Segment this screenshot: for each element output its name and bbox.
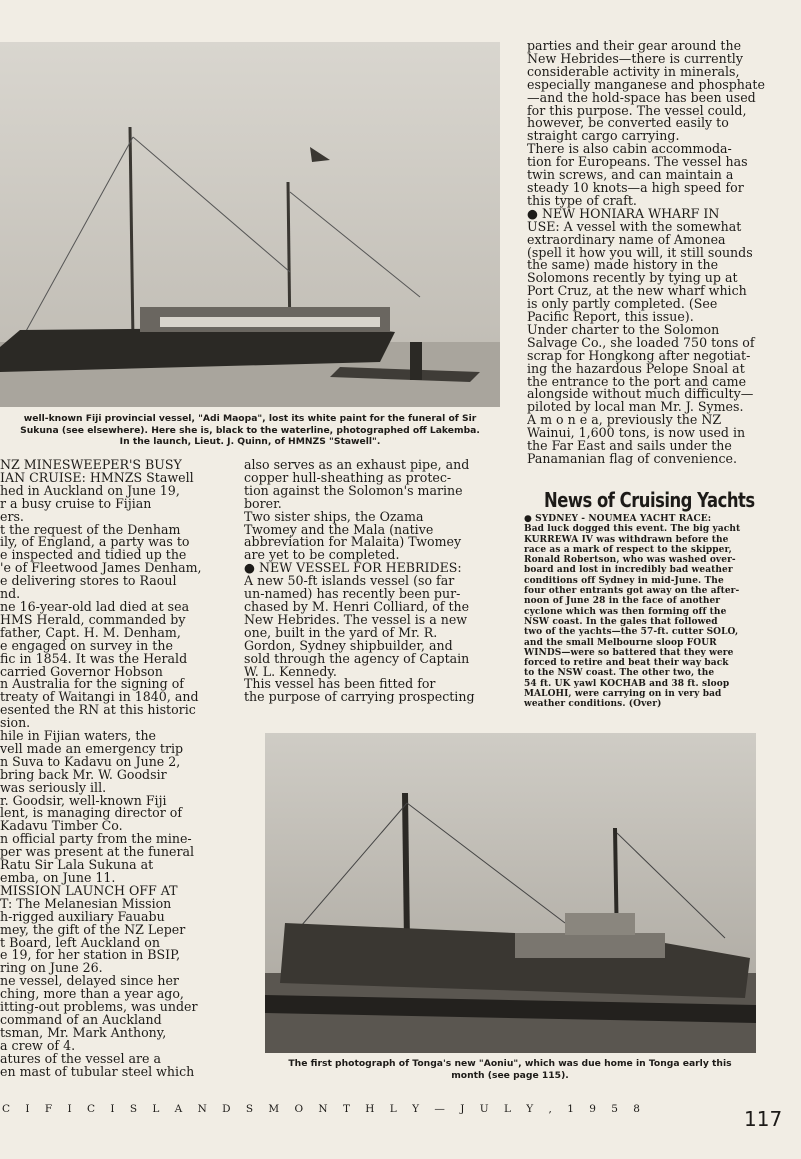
top-photo-caption: well-known Fiji provincial vessel, "Adi Maopa", lost its white paint for the funeral of Sir Sukuna (see elsewhere). Here she is, black to the waterline, photographed off Lakemba. In the launch, Lieut. J. Quinn, of HMNZS "Stawell". [20,413,480,447]
article-column-right-top: parties and their gear around the New Hebrides—there is currently considerable activity in minerals, especially manganese and phosphate —and the hold-space has been used for this purpose. The vessel could, however, be converted easily to straight cargo carrying. There is also cabin accommoda- tion for Europeans. The vessel has twin screws, and can maintain a steady 10 knots—a high speed for this type of craft. ● NEW HONIARA WHARF IN USE: A vessel with the somewhat extraordinary name of Amonea (spell it how you will, it still sounds the same) made history in the Solomons recently by tying up at Port Cruz, at the new wharf which is only partly completed. (See Pacific Report, this issue). Under charter to the Solomon Salvage Co., she loaded 750 tons of scrap for Hongkong after negotiat- ing the hazardous Pelope Snoal at the entrance to the port and came alongside without much difficulty— piloted by local man Mr. J. Symes. A m o n e a, previously the NZ Wainui, 1,600 tons, is now used in the Far East and sails under the Panamanian flag of convenience. [527,40,765,466]
article-column-left: NZ MINESWEEPER'S BUSY IAN CRUISE: HMNZS Stawell hed in Auckland on June 19, r a busy cruise to Fijian ers. t the request of the Denham ily, of England, a party was to e inspected and tidied up the 'e of Fleetwood James Denham, e delivering stores to Raoul nd. ne 16-year-old lad died at sea HMS Herald, commanded by father, Capt. H. M. Denham, e engaged on survey in the fic in 1854. It was the Herald carried Governor Hobson n Australia for the signing of treaty of Waitangi in 1840, and esented the RN at this historic sion. hile in Fijian waters, the vell made an emergency trip n Suva to Kadavu on June 2, bring back Mr. W. Goodsir was seriously ill. r. Goodsir, well-known Fiji lent, is managing director of Kadavu Timber Co. n official party from the mine- per was present at the funeral Ratu Sir Lala Sukuna at emba, on June 11. MISSION LAUNCH OFF AT T: The Melanesian Mission h-rigged auxiliary Fauabu mey, the gift of the NZ Leper t Board, left Auckland on e 19, for her station in BSIP, ring on June 26. ne vessel, delayed since her ching, more than a year ago, itting-out problems, was under command of an Auckland tsman, Mr. Mark Anthony, a crew of 4. atures of the vessel are a en mast of tubular steel which [0,459,202,1079]
bottom-photo-aoniu [265,733,756,1053]
page-number: 117 [744,1107,783,1131]
yacht-race-article: ● SYDNEY - NOUMEA YACHT RACE: Bad luck dogged this event. The big yacht KURREWA IV was withdrawn before the race as a mark of respect to the skipper, Ronald Robertson, who was washed over- board and lost in incredibly bad weather conditions off Sydney in mid-June. The four other entrants got away on the after- noon of June 28 in the face of another cyclone which was then forming off the NSW coast. In the gales that followed two of the yachts—the 57-ft. cutter SOLO, and the small Melbourne sloop FOUR WINDS—were so battered that they were forced to retire and beat their way back to the NSW coast. The other two, the 54 ft. UK yawl KOCHAB and 38 ft. sloop MALOHI, were carrying on in very bad weather conditions. (Over) [524,514,741,710]
article-column-middle: also serves as an exhaust pipe, and copper hull-sheathing as protec- tion against the Solomon's marine borer. Two sister ships, the Ozama Twomey and the Mala (native abbreviation for Malaita) Twomey are yet to be completed. ● NEW VESSEL FOR HEBRIDES: A new 50-ft islands vessel (so far un-named) has recently been pur- chased by M. Henri Colliard, of the New Hebrides. The vessel is a new one, built in the yard of Mr. R. Gordon, Sydney shipbuilder, and sold through the agency of Captain W. L. Kennedy. This vessel has been fitted for the purpose of carrying prospecting [244,459,475,705]
bottom-photo-caption: The first photograph of Tonga's new "Aoniu", which was due home in Tonga early this month (see page 115). [288,1058,732,1081]
bottom-photo-image [265,733,756,1053]
top-photo-adi-maopa [0,42,500,407]
top-photo-image [0,42,500,407]
yachts-headline: News of Cruising Yachts [544,488,755,512]
running-footer: C I F I C I S L A N D S M O N T H L Y — J U L Y , 1 9 5 8 [2,1103,646,1115]
